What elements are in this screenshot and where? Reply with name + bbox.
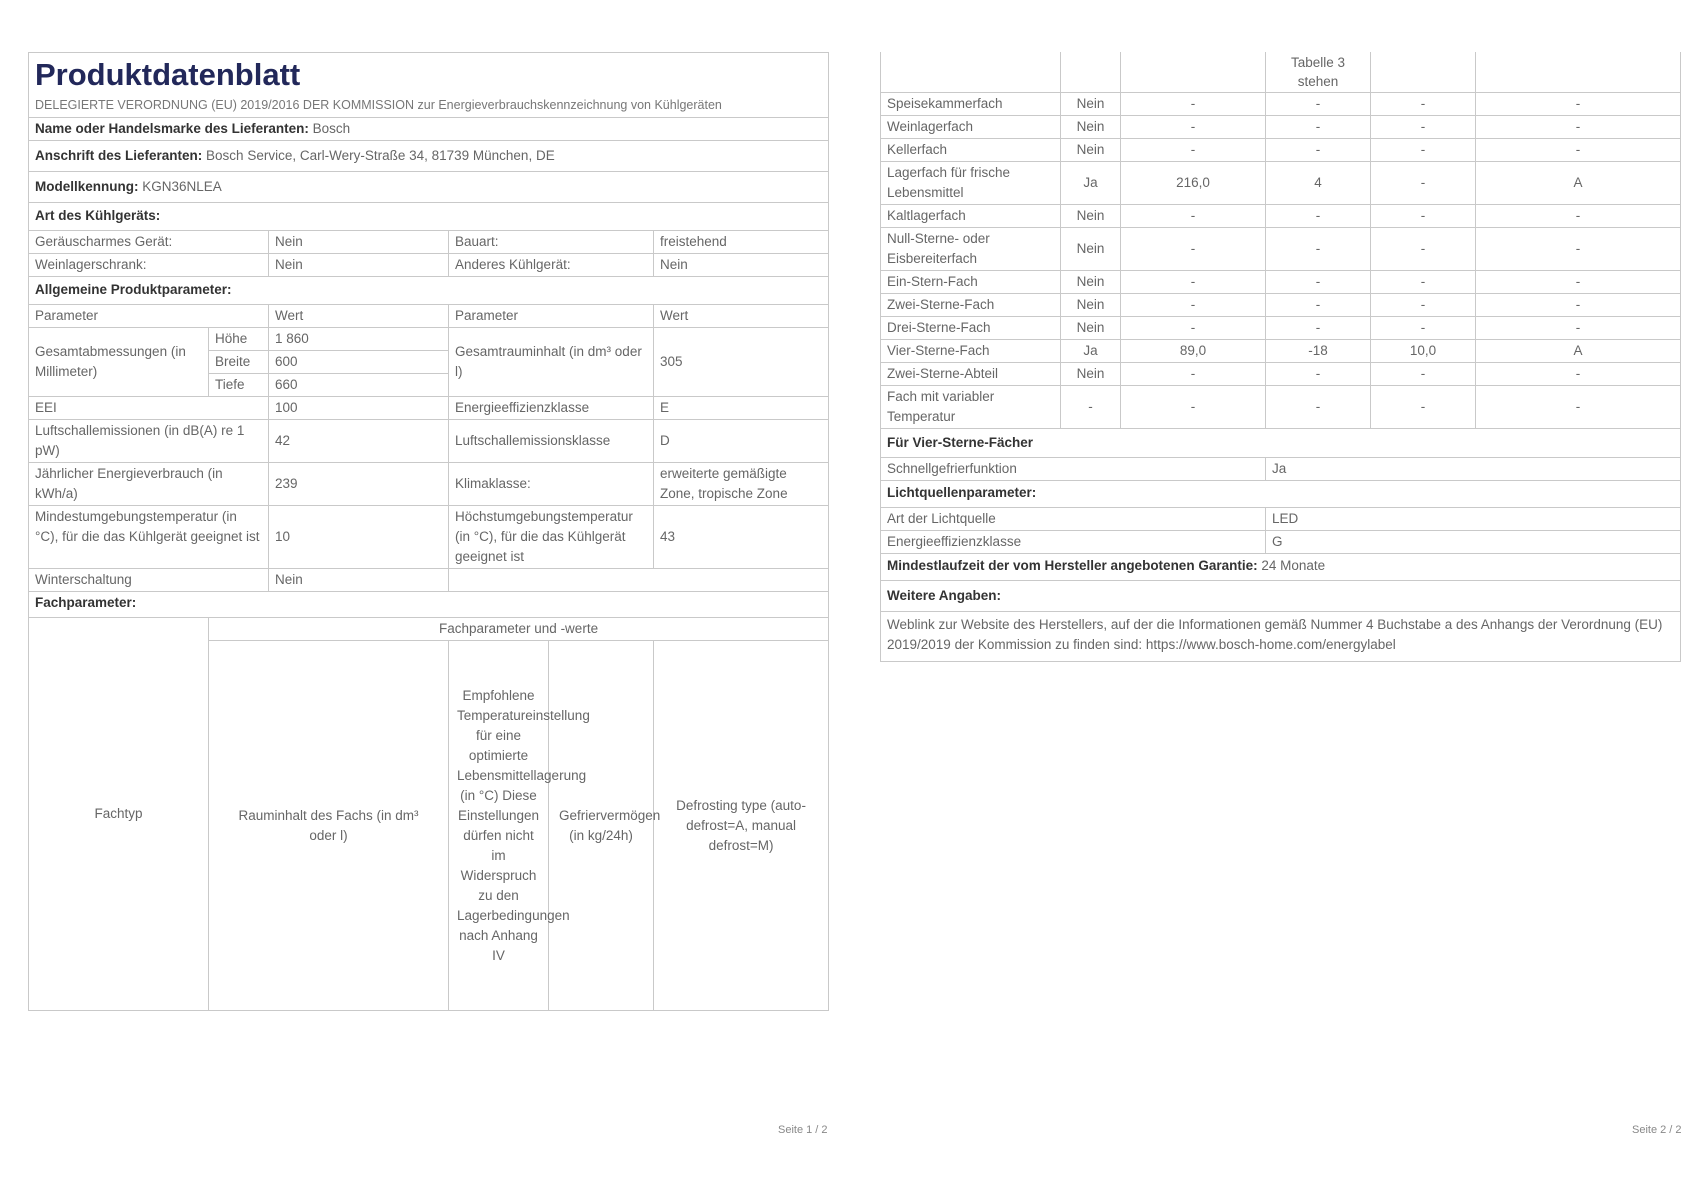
compartment-row <box>881 340 1681 363</box>
compartment-present: - <box>1061 386 1121 429</box>
light-heading: Lichtquellenparameter: <box>881 481 1681 508</box>
compartment-defrost: - <box>1476 317 1681 340</box>
page-title: Produktdatenblatt <box>29 53 829 96</box>
param-value: 10 <box>269 506 449 569</box>
empty-cell <box>449 569 829 592</box>
compartment-defrost: - <box>1476 363 1681 386</box>
compartment-name: Zwei-Sterne-Fach <box>881 294 1061 317</box>
compartment-row <box>881 294 1681 317</box>
model-value: KGN36NLEA <box>142 179 222 194</box>
supplier-address-row <box>29 141 829 172</box>
winter-label: Winterschaltung <box>29 569 269 592</box>
compartment-volume: - <box>1121 271 1266 294</box>
compartment-temperature: - <box>1266 228 1371 271</box>
param-value: E <box>654 397 829 420</box>
model-row <box>29 172 829 203</box>
type-value: Nein <box>269 254 449 277</box>
compartment-volume: - <box>1121 317 1266 340</box>
param-value: erweiterte gemäßigte Zone, tropische Zone <box>654 463 829 506</box>
type-value: Nein <box>269 231 449 254</box>
compartment-row <box>881 116 1681 139</box>
compartment-row <box>881 162 1681 205</box>
compartment-present: Nein <box>1061 271 1121 294</box>
compartment-volume: - <box>1121 139 1266 162</box>
freezing-column-header: Gefriervermögen (in kg/24h) <box>549 641 654 1011</box>
compartment-row <box>881 317 1681 340</box>
compartment-freezing: - <box>1371 205 1476 228</box>
compartment-volume: 216,0 <box>1121 162 1266 205</box>
param-label: Luftschallemissionsklasse <box>449 420 654 463</box>
compartment-freezing: - <box>1371 271 1476 294</box>
column-header: Wert <box>269 305 449 328</box>
empty-cell <box>1371 52 1476 93</box>
compartment-heading: Fachparameter: <box>29 592 829 618</box>
product-data-table-1 <box>28 52 829 1011</box>
compartment-name: Weinlagerfach <box>881 116 1061 139</box>
page-1 <box>28 52 828 1122</box>
compartment-defrost: A <box>1476 162 1681 205</box>
type-label: Bauart: <box>449 231 654 254</box>
compartment-volume: - <box>1121 294 1266 317</box>
param-label: Jährlicher Energieverbrauch (in kWh/a) <box>29 463 269 506</box>
type-label: Geräuscharmes Gerät: <box>29 231 269 254</box>
compartment-rows <box>881 93 1681 429</box>
product-data-table-2 <box>880 52 1681 662</box>
compartment-present: Ja <box>1061 162 1121 205</box>
compartment-name: Speisekammerfach <box>881 93 1061 116</box>
compartment-group-header: Fachparameter und -werte <box>209 618 829 641</box>
page-2 <box>880 52 1680 692</box>
compartment-row <box>881 228 1681 271</box>
compartment-present: Nein <box>1061 139 1121 162</box>
compartment-name: Vier-Sterne-Fach <box>881 340 1061 363</box>
further-info-text: Weblink zur Website des Herstellers, auf der die Informationen gemäß Nummer 4 Buchstabe a des Anhangs der Verordnung (EU) 2019/2019 der Kommission zu finden sind: <box>887 617 1663 652</box>
compartment-freezing: - <box>1371 228 1476 271</box>
temperature-column-header: Empfohlene Temperatureinstellung für eine optimierte Lebensmittellagerung (in °C) Diese Einstellungen dürfen nicht im Widerspruch zu den Lagerbedingungen nach Anhang IV <box>449 641 549 1011</box>
compartment-volume: - <box>1121 363 1266 386</box>
compartment-freezing: - <box>1371 162 1476 205</box>
compartment-volume: - <box>1121 93 1266 116</box>
volume-column-header: Rauminhalt des Fachs (in dm³ oder l) <box>209 641 449 1011</box>
light-class-label: Energieeffizienzklasse <box>881 531 1266 554</box>
compartment-freezing: - <box>1371 386 1476 429</box>
warranty-row <box>881 554 1681 581</box>
compartment-defrost: - <box>1476 205 1681 228</box>
weblink[interactable]: https://www.bosch-home.com/energylabel <box>1145 637 1396 652</box>
compartment-temperature: - <box>1266 294 1371 317</box>
compartment-temperature: - <box>1266 317 1371 340</box>
param-value: D <box>654 420 829 463</box>
compartment-name: Kellerfach <box>881 139 1061 162</box>
compartment-row <box>881 205 1681 228</box>
compartment-row <box>881 386 1681 429</box>
regulation-subtitle: DELEGIERTE VERORDNUNG (EU) 2019/2016 DER KOMMISSION zur Energieverbrauchskennzeichnung von Kühlgeräten <box>29 95 829 118</box>
compartment-freezing: - <box>1371 294 1476 317</box>
compartment-present: Nein <box>1061 228 1121 271</box>
type-heading: Art des Kühlgeräts: <box>29 203 829 231</box>
depth-label: Tiefe <box>209 374 269 397</box>
compartment-defrost: - <box>1476 116 1681 139</box>
width-value: 600 <box>269 351 449 374</box>
dimensions-label: Gesamtabmessungen (in Millimeter) <box>29 328 209 397</box>
compartment-row <box>881 93 1681 116</box>
param-value: 42 <box>269 420 449 463</box>
supplier-address-label: Anschrift des Lieferanten: <box>35 148 203 163</box>
table-note: Tabelle 3 stehen <box>1266 52 1371 93</box>
light-class-value: G <box>1266 531 1681 554</box>
compartment-freezing: - <box>1371 317 1476 340</box>
compartment-defrost: - <box>1476 271 1681 294</box>
compartment-name: Drei-Sterne-Fach <box>881 317 1061 340</box>
compartment-defrost: - <box>1476 139 1681 162</box>
compartment-freezing: 10,0 <box>1371 340 1476 363</box>
compartment-freezing: - <box>1371 363 1476 386</box>
compartment-present: Ja <box>1061 340 1121 363</box>
light-type-value: LED <box>1266 508 1681 531</box>
compartment-freezing: - <box>1371 139 1476 162</box>
compartment-temperature: - <box>1266 139 1371 162</box>
compartment-temperature: - <box>1266 93 1371 116</box>
total-volume-value: 305 <box>654 328 829 397</box>
param-value: 239 <box>269 463 449 506</box>
compartment-volume: - <box>1121 205 1266 228</box>
supplier-name-row <box>29 118 829 141</box>
compartment-name: Ein-Stern-Fach <box>881 271 1061 294</box>
param-value: 100 <box>269 397 449 420</box>
supplier-name-label: Name oder Handelsmarke des Lieferanten: <box>35 121 309 136</box>
column-header: Wert <box>654 305 829 328</box>
page-number: Seite 1 / 2 <box>778 1124 828 1136</box>
type-label: Weinlagerschrank: <box>29 254 269 277</box>
model-label: Modellkennung: <box>35 179 139 194</box>
column-header: Parameter <box>29 305 269 328</box>
fachtyp-header: Fachtyp <box>29 618 209 1011</box>
compartment-row <box>881 139 1681 162</box>
fast-freeze-label: Schnellgefrierfunktion <box>881 458 1266 481</box>
compartment-temperature: - <box>1266 205 1371 228</box>
compartment-present: Nein <box>1061 116 1121 139</box>
compartment-name: Zwei-Sterne-Abteil <box>881 363 1061 386</box>
compartment-volume: - <box>1121 386 1266 429</box>
compartment-defrost: - <box>1476 386 1681 429</box>
general-heading: Allgemeine Produktparameter: <box>29 277 829 305</box>
compartment-volume: - <box>1121 116 1266 139</box>
defrost-column-header: Defrosting type (auto-defrost=A, manual defrost=M) <box>654 641 829 1011</box>
compartment-temperature: - <box>1266 271 1371 294</box>
compartment-defrost: - <box>1476 228 1681 271</box>
compartment-present: Nein <box>1061 205 1121 228</box>
compartment-freezing: - <box>1371 116 1476 139</box>
depth-value: 660 <box>269 374 449 397</box>
compartment-present: Nein <box>1061 294 1121 317</box>
empty-cell <box>1061 52 1121 93</box>
further-info-row <box>881 612 1681 662</box>
param-value: 43 <box>654 506 829 569</box>
empty-cell <box>881 52 1061 93</box>
further-info-heading: Weitere Angaben: <box>881 581 1681 612</box>
warranty-label: Mindestlaufzeit der vom Hersteller angebotenen Garantie: <box>887 558 1258 573</box>
compartment-volume: - <box>1121 228 1266 271</box>
compartment-defrost: - <box>1476 294 1681 317</box>
fast-freeze-value: Ja <box>1266 458 1681 481</box>
compartment-temperature: - <box>1266 386 1371 429</box>
empty-cell <box>1476 52 1681 93</box>
column-header: Parameter <box>449 305 654 328</box>
compartment-freezing: - <box>1371 93 1476 116</box>
type-label: Anderes Kühlgerät: <box>449 254 654 277</box>
warranty-value: 24 Monate <box>1261 558 1326 573</box>
supplier-address-value: Bosch Service, Carl-Wery-Straße 34, 81739 München, DE <box>206 148 555 163</box>
compartment-row <box>881 363 1681 386</box>
total-volume-label: Gesamtrauminhalt (in dm³ oder l) <box>449 328 654 397</box>
param-label: Luftschallemissionen (in dB(A) re 1 pW) <box>29 420 269 463</box>
type-value: Nein <box>654 254 829 277</box>
compartment-name: Lagerfach für frische Lebensmittel <box>881 162 1061 205</box>
param-label: Klimaklasse: <box>449 463 654 506</box>
compartment-defrost: - <box>1476 93 1681 116</box>
param-label: Höchstumgebungstemperatur (in °C), für die das Kühlgerät geeignet ist <box>449 506 654 569</box>
compartment-volume: 89,0 <box>1121 340 1266 363</box>
compartment-name: Null-Sterne- oder Eisbereiterfach <box>881 228 1061 271</box>
compartment-name: Fach mit variabler Temperatur <box>881 386 1061 429</box>
compartment-present: Nein <box>1061 363 1121 386</box>
width-label: Breite <box>209 351 269 374</box>
compartment-name: Kaltlagerfach <box>881 205 1061 228</box>
page-number: Seite 2 / 2 <box>1632 1124 1682 1136</box>
param-label: Energieeffizienzklasse <box>449 397 654 420</box>
height-label: Höhe <box>209 328 269 351</box>
four-star-heading: Für Vier-Sterne-Fächer <box>881 429 1681 458</box>
param-label: EEI <box>29 397 269 420</box>
compartment-temperature: -18 <box>1266 340 1371 363</box>
compartment-temperature: - <box>1266 363 1371 386</box>
light-type-label: Art der Lichtquelle <box>881 508 1266 531</box>
compartment-defrost: A <box>1476 340 1681 363</box>
compartment-temperature: 4 <box>1266 162 1371 205</box>
param-label: Mindestumgebungstemperatur (in °C), für die das Kühlgerät geeignet ist <box>29 506 269 569</box>
supplier-name-value: Bosch <box>312 121 351 136</box>
type-value: freistehend <box>654 231 829 254</box>
compartment-row <box>881 271 1681 294</box>
winter-value: Nein <box>269 569 449 592</box>
compartment-temperature: - <box>1266 116 1371 139</box>
empty-cell <box>1121 52 1266 93</box>
height-value: 1 860 <box>269 328 449 351</box>
compartment-present: Nein <box>1061 93 1121 116</box>
compartment-present: Nein <box>1061 317 1121 340</box>
